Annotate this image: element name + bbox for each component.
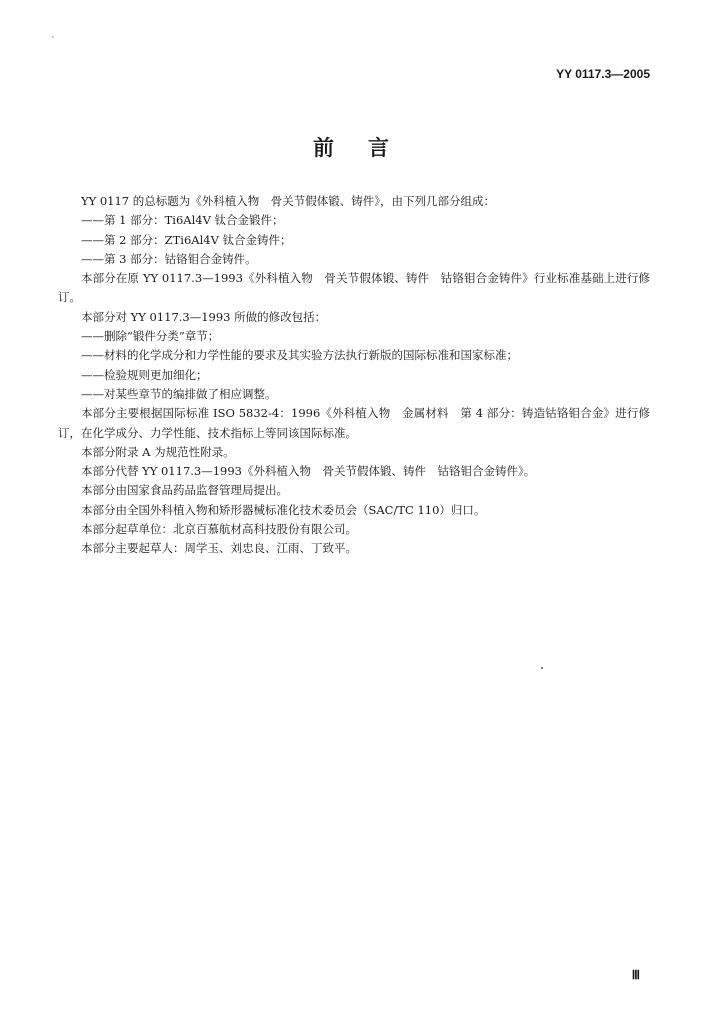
page-title: 前言 (313, 136, 423, 160)
paragraph: 本部分由国家食品药品监督管理局提出。 (81, 483, 288, 498)
paragraph: 本部分由全国外科植入物和矫形器械标准化技术委员会（SAC/TC 110）归口。 (81, 502, 486, 517)
document-code: YY 0117.3—2005 (556, 67, 650, 81)
list-item: ——检验规则更加细化； (81, 367, 208, 382)
scan-speck (52, 36, 54, 38)
paragraph: 本部分主要起草人：周学玉、刘忠良、江雨、丁致平。 (81, 541, 357, 556)
paragraph: YY 0117 的总标题为《外科植入物 骨关节假体锻、铸件》，由下列几部分组成： (81, 194, 496, 208)
paragraph: 本部分在原 YY 0117.3—1993《外科植入物 骨关节假体锻、铸件 钴铬钼合金铸件》行业标准基础上进行修订。 (58, 271, 650, 305)
paragraph: 本部分附录 A 为规范性附录。 (81, 444, 235, 459)
list-item: ——材料的化学成分和力学性能的要求及其实验方法执行新版的国际标准和国家标准； (81, 348, 518, 363)
list-item: ——第 1 部分：Ti6Al4V 钛合金锻件； (81, 213, 284, 228)
page-number: Ⅲ (631, 968, 640, 982)
list-item: ——对某些章节的编排做了相应调整。 (81, 386, 277, 401)
list-item: ——第 3 部分：钴铬钼合金铸件。 (81, 251, 257, 266)
paragraph: 本部分对 YY 0117.3—1993 所做的修改包括： (81, 309, 327, 324)
list-item: ——删除“锻件分类”章节； (81, 329, 220, 344)
foreword-body (58, 192, 650, 559)
paragraph: 本部分代替 YY 0117.3—1993《外科植入物 骨关节假体锻、铸件 钴铬钼合金铸件》。 (81, 464, 536, 479)
paragraph: 本部分主要根据国际标准 ISO 5832-4：1996《外科植入物 金属材料 第 4 部分：铸造钴铬钼合金》进行修订，在化学成分、力学性能、技术指标上等同该国际标准。 (58, 406, 650, 440)
scan-speck (541, 667, 543, 669)
paragraph: 本部分起草单位：北京百慕航材高科技股份有限公司。 (81, 522, 357, 537)
list-item: ——第 2 部分：ZTi6Al4V 钛合金铸件； (81, 232, 292, 247)
